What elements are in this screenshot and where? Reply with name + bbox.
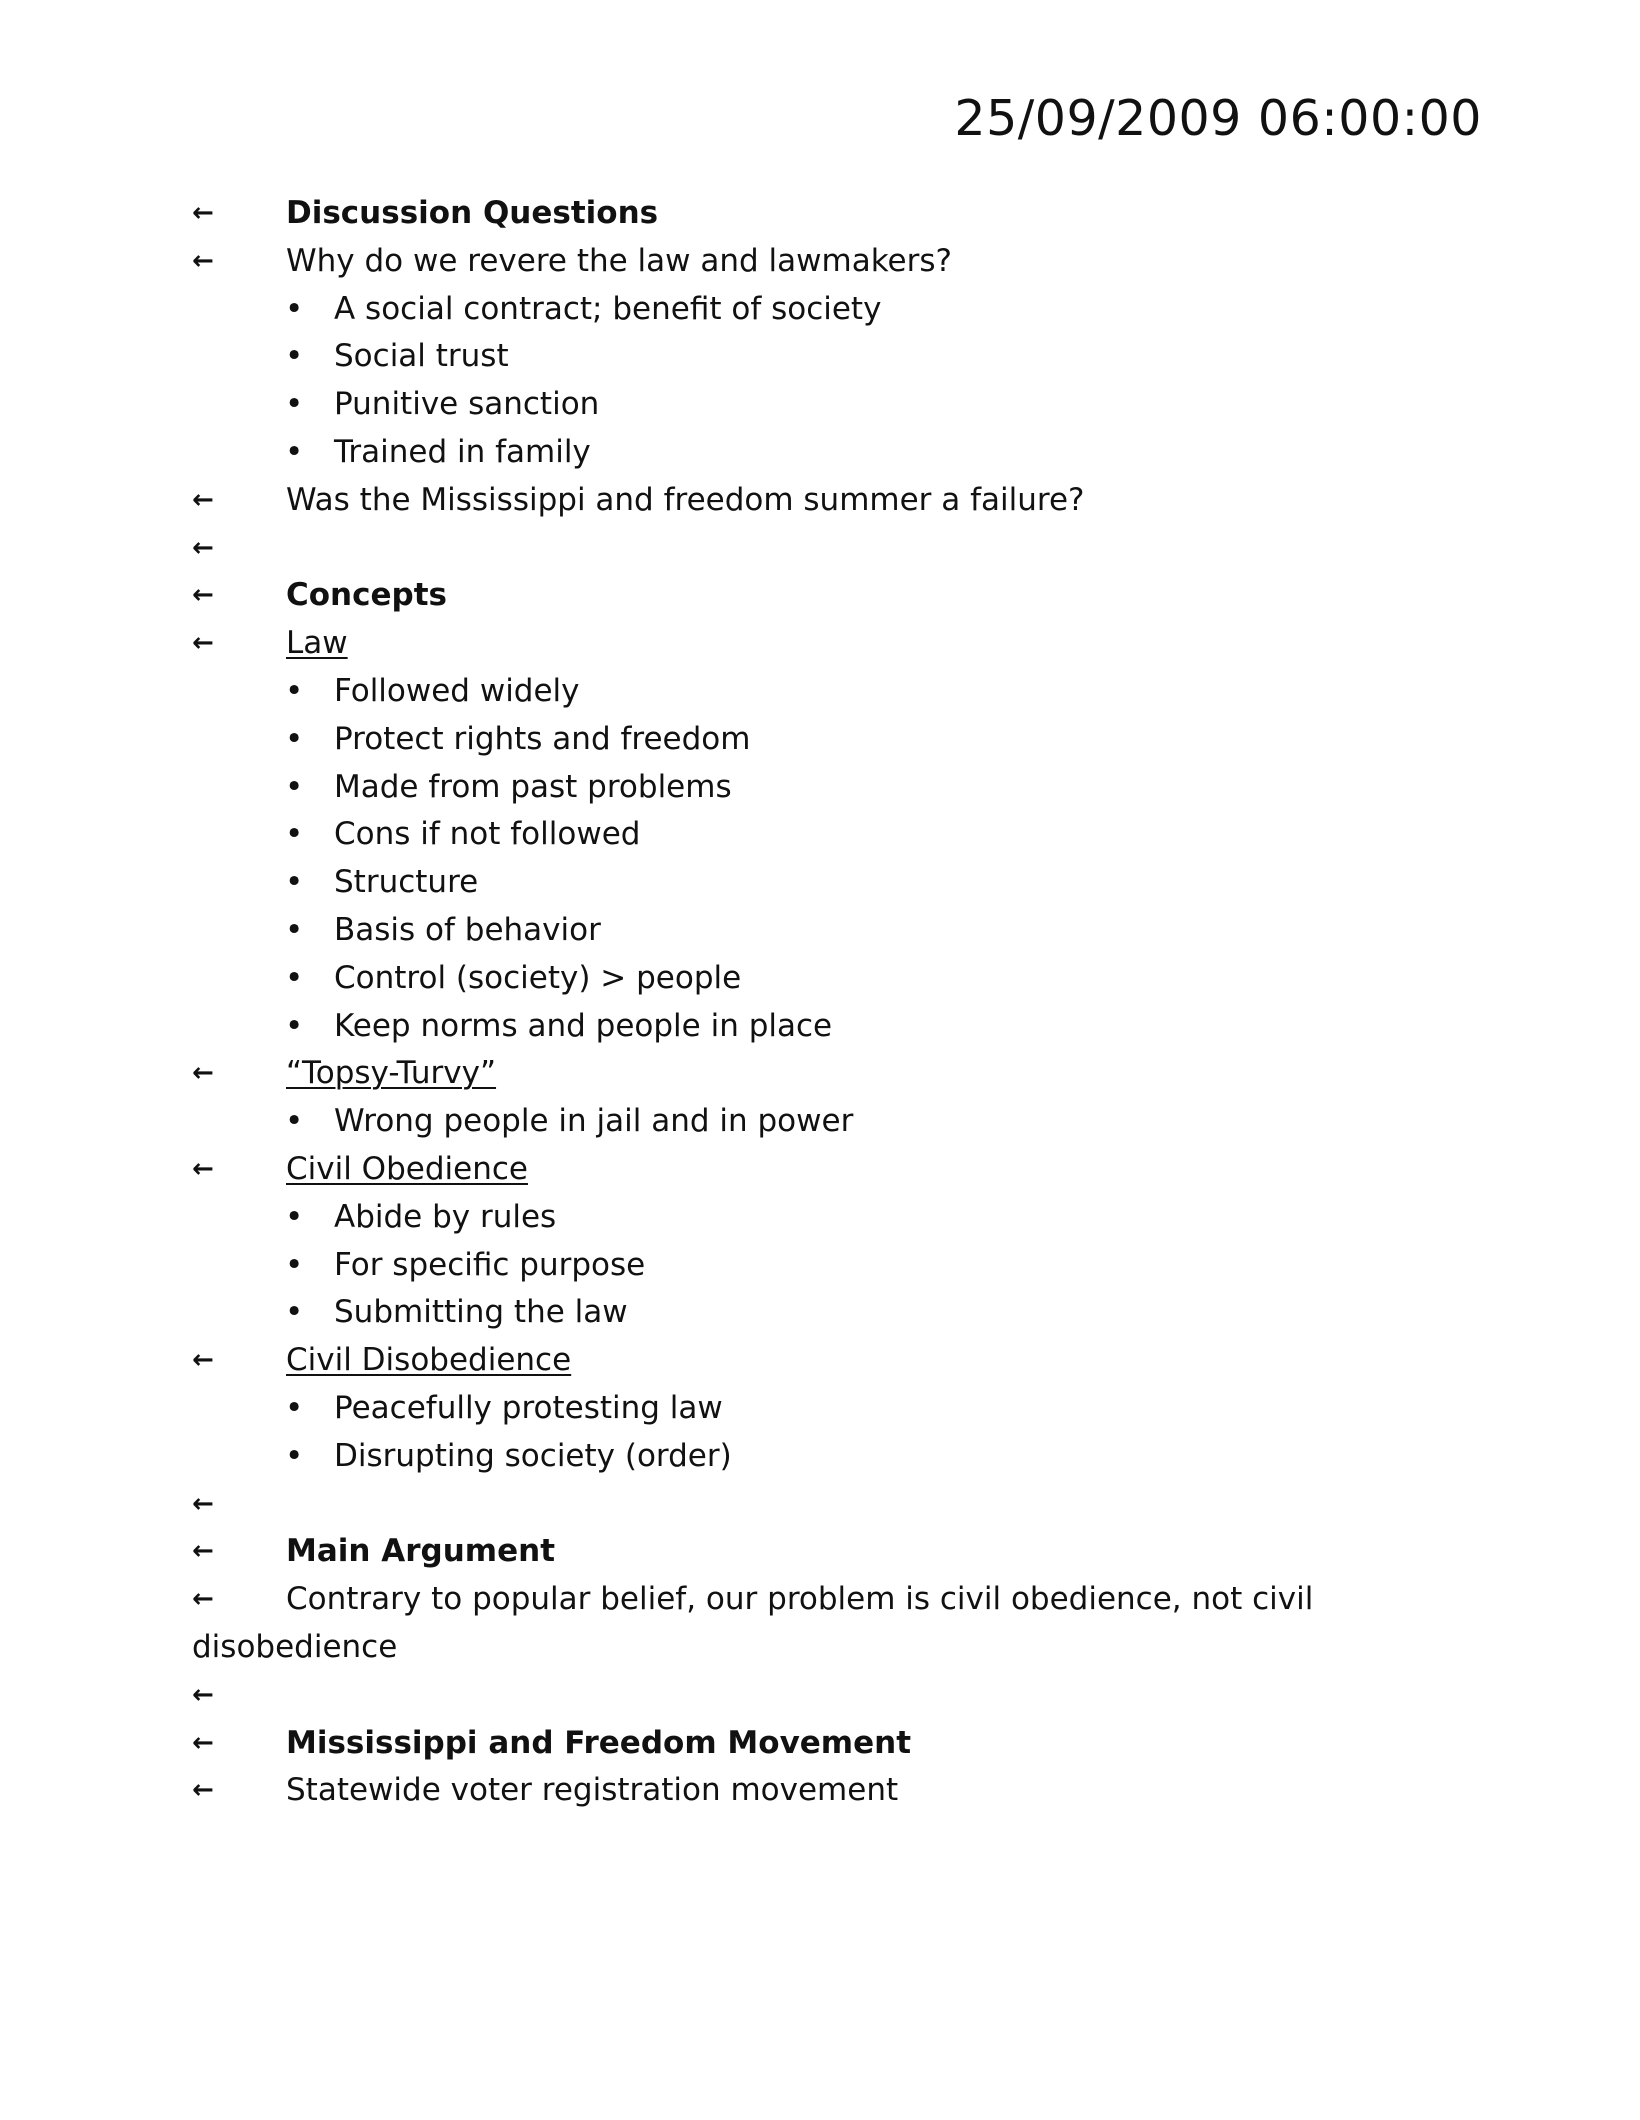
bullet-icon: • [285,720,304,757]
section-heading [190,190,1490,238]
bullet-text: Trained in family [334,433,591,470]
concept-term-text: Civil Obedience [286,1150,528,1187]
bullet-icon: • [285,816,304,853]
arrow-left-icon: ← [192,1058,214,1089]
section-heading [190,1528,1490,1576]
concept-term-text: Civil Disobedience [286,1342,572,1379]
arrow-left-icon: ← [192,484,214,515]
paragraph-line [190,477,1490,525]
bullet-item [190,1098,1490,1146]
bullet-item [190,668,1490,716]
arrow-left-icon: ← [192,198,214,228]
section-heading [190,1720,1490,1768]
bullet-icon: • [285,864,304,901]
bullet-item [190,716,1490,764]
concept-term [190,1146,1490,1194]
bullet-item [190,907,1490,955]
document-body [190,190,1490,1815]
bullet-item [190,286,1490,334]
bullet-item [190,1289,1490,1337]
concept-term [190,1337,1490,1385]
bullet-text: Submitting the law [334,1294,628,1331]
paragraph-line [190,1576,1490,1624]
bullet-icon: • [285,338,304,375]
section-heading [190,572,1490,620]
bullet-text: Basis of behavior [334,911,601,948]
bullet-icon: • [285,672,304,709]
concept-term [190,1050,1490,1098]
heading-text: Main Argument [286,1533,556,1570]
arrow-left-icon: ← [192,245,214,276]
bullet-item [190,764,1490,812]
bullet-item [190,1242,1490,1290]
paragraph-text: Contrary to popular belief, our problem is civil obedience, not civil [286,1581,1314,1618]
paragraph-line [190,238,1490,286]
arrow-left-icon: ← [192,1488,214,1519]
bullet-text: For specific purpose [334,1246,646,1283]
arrow-left-icon: ← [192,1775,214,1806]
bullet-icon: • [285,911,304,948]
heading-text: Concepts [286,577,447,614]
empty-paragraph [190,1672,1490,1720]
bullet-text: Keep norms and people in place [334,1007,833,1044]
concept-term-text: Law [286,625,348,662]
bullet-icon: • [285,433,304,470]
bullet-icon: • [285,1389,304,1426]
concept-term-text: “Topsy-Turvy” [286,1055,497,1092]
bullet-text: Peacefully protesting law [334,1389,723,1426]
arrow-left-icon: ← [192,1153,214,1184]
paragraph-line [190,1767,1490,1815]
bullet-text: Social trust [334,338,509,375]
bullet-icon: • [285,1007,304,1044]
paragraph-continuation [190,1624,1490,1672]
arrow-left-icon: ← [192,1345,214,1376]
bullet-item [190,1385,1490,1433]
concept-term [190,620,1490,668]
arrow-left-icon: ← [192,1584,214,1615]
bullet-icon: • [285,1103,304,1140]
bullet-item [190,955,1490,1003]
heading-text: Discussion Questions [286,195,659,231]
bullet-icon: • [285,1246,304,1283]
bullet-item [190,333,1490,381]
bullet-item [190,1194,1490,1242]
paragraph-text: Statewide voter registration movement [286,1772,899,1809]
bullet-text: Punitive sanction [334,386,600,423]
bullet-text: A social contract; benefit of society [334,290,882,327]
paragraph-text: disobedience [192,1628,398,1665]
bullet-icon: • [285,1294,304,1331]
bullet-text: Structure [334,864,479,901]
arrow-left-icon: ← [192,628,214,659]
document-timestamp: 25/09/2009 06:00:00 [954,90,1482,147]
bullet-icon: • [285,1198,304,1235]
bullet-item [190,381,1490,429]
bullet-text: Made from past problems [334,768,732,805]
bullet-item [190,429,1490,477]
arrow-left-icon: ← [192,1536,214,1567]
bullet-text: Abide by rules [334,1198,557,1235]
paragraph-text: Was the Mississippi and freedom summer a failure? [286,481,1085,518]
bullet-text: Cons if not followed [334,816,641,853]
bullet-text: Wrong people in jail and in power [334,1103,854,1140]
bullet-text: Control (society) > people [334,959,742,996]
paragraph-text: Why do we revere the law and lawmakers? [286,242,952,279]
arrow-left-icon: ← [192,532,214,563]
arrow-left-icon: ← [192,580,214,611]
bullet-icon: • [285,386,304,423]
arrow-left-icon: ← [192,1727,214,1758]
empty-paragraph [190,525,1490,573]
bullet-item [190,811,1490,859]
bullet-icon: • [285,290,304,327]
arrow-left-icon: ← [192,1679,214,1710]
bullet-text: Disrupting society (order) [334,1437,732,1474]
bullet-text: Protect rights and freedom [334,720,751,757]
bullet-icon: • [285,1437,304,1474]
bullet-item [190,859,1490,907]
bullet-item [190,1003,1490,1051]
bullet-item [190,1433,1490,1481]
bullet-text: Followed widely [334,672,580,709]
bullet-icon: • [285,959,304,996]
heading-text: Mississippi and Freedom Movement [286,1724,912,1761]
bullet-icon: • [285,768,304,805]
empty-paragraph [190,1481,1490,1529]
